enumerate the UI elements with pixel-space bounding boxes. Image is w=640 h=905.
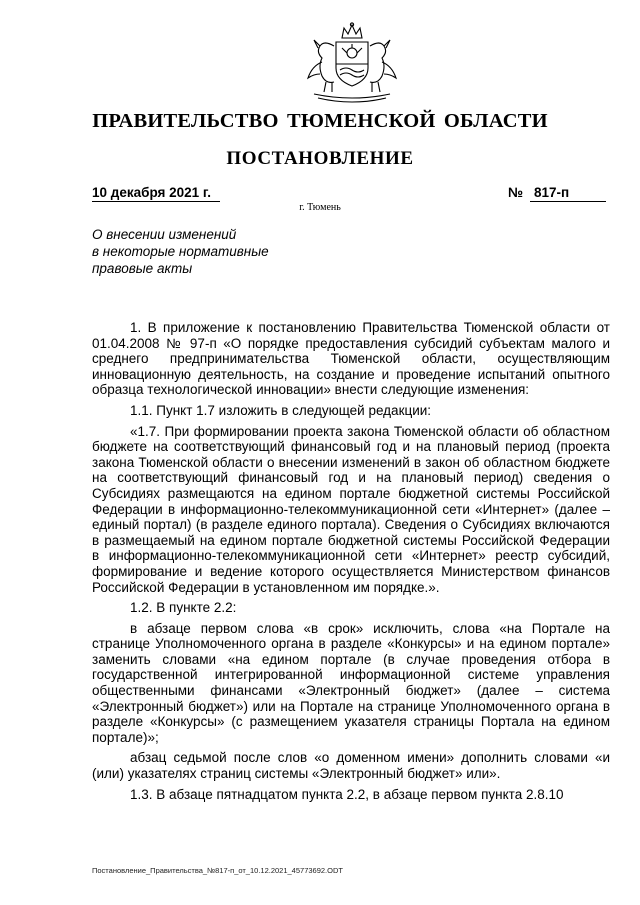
document-body (92, 320, 610, 807)
subject-line: в некоторые нормативные (92, 244, 269, 259)
document-date: 10 декабря 2021 г. (92, 185, 220, 202)
paragraph: 1. В приложение к постановлению Правительства Тюменской области от 01.04.2008 № 97-п «О порядке предоставления субсидий субъектам малого и среднего предпринимательства Тюменской области, осуществляющим инновационную деятельность, на создание и проведение испытаний опытного образца технологической инновации» внести следующие изменения: (92, 320, 610, 398)
paragraph: 1.3. В абзаце пятнадцатом пункта 2.2, в абзаце первом пункта 2.8.10 (130, 786, 564, 802)
city: г. Тюмень (299, 202, 341, 213)
government-title: ПРАВИТЕЛЬСТВО ТЮМЕНСКОЙ ОБЛАСТИ (92, 110, 548, 132)
document-number: 817-п (530, 185, 606, 202)
subject-line: правовые акты (92, 261, 193, 276)
number-sign: № (508, 185, 524, 200)
document-subject (92, 226, 332, 277)
file-name-footer: Постановление_Правительства_№817-п_от_10.12.2021_45773692.ODT (92, 866, 343, 875)
paragraph: в абзаце первом слова «в срок» исключить, слова «на Портале на странице Уполномоченного органа в разделе «Конкурсы» и на едином портале» заменить словами «на едином портале (в случае проведения отбора в государственной интегрированной информационной системе управления общественными финансами «Электронный бюджет» (далее – система «Электронный бюджет») или на Портале на странице Уполномоченного органа в разделе «Конкурсы» (с размещением указателя страницы Портала на едином портале)»; (92, 620, 610, 745)
paragraph: «1.7. При формировании проекта закона Тюменской области об областном бюджете на соответствующий финансовый год и на плановый период (проекта закона Тюменской области о внесении изменений в закон об областном бюджете на соответствующий финансовый год и на плановый период) сведения о Субсидиях размещаются на едином портале бюджетной системы Российской Федерации в информационно-телекоммуникационной сети «Интернет» (далее – единый портал) (в разделе единого портала). Сведения о Субсидиях включаются в размещаемый на едином портале бюджетной системы Российской Федерации в информационно-телекоммуникационной сети «Интернет» реестр субсидий, формирование и ведение которого осуществляется Министерством финансов Российской Федерации в установленном им порядке.». (92, 423, 610, 595)
paragraph: 1.1. Пункт 1.7 изложить в следующей редакции: (130, 402, 432, 418)
coat-of-arms-icon (300, 22, 404, 106)
paragraph: 1.2. В пункте 2.2: (130, 600, 237, 616)
subject-line: О внесении изменений (92, 227, 237, 242)
document-type: ПОСТАНОВЛЕНИЕ (226, 148, 414, 169)
paragraph: абзац седьмой после слов «о доменном имени» дополнить словами «и (или) указателях страниц системы «Электронный бюджет» или». (92, 750, 610, 782)
